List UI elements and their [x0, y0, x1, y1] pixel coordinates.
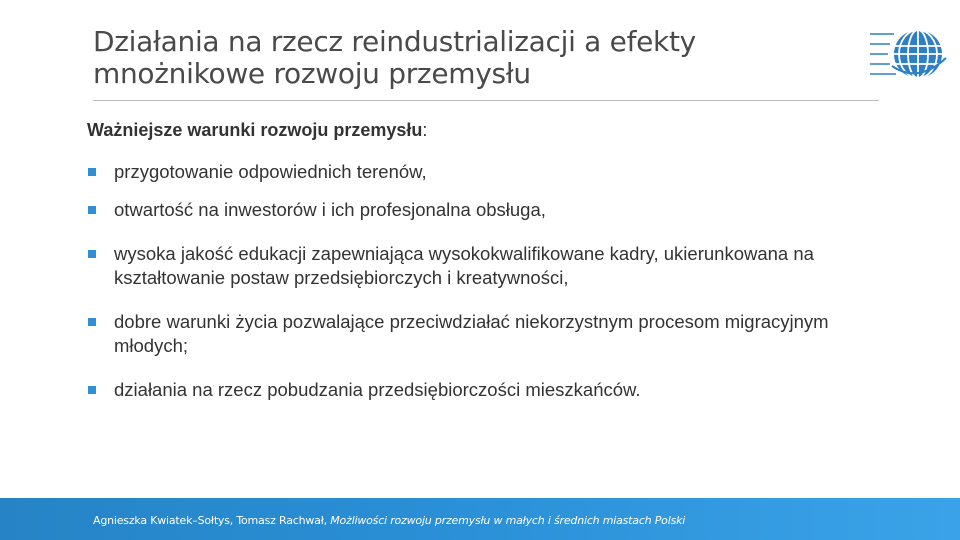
square-bullet-icon	[88, 318, 96, 326]
subheading-colon: :	[422, 120, 428, 140]
footer-citation	[93, 514, 685, 527]
bullet-text: wysoka jakość edukacji zapewniająca wysokokwalifikowane kadry, ukierunkowana na kształtowanie postaw przedsiębiorczych i kreatywności,	[114, 243, 814, 288]
subheading-bold: Ważniejsze warunki rozwoju przemysłu	[87, 120, 423, 140]
list-item	[87, 198, 877, 222]
footer-work-title: Możliwości rozwoju przemysłu w małych i średnich miastach Polski	[330, 514, 686, 527]
slide-title-line-1: Działania na rzecz reindustrializacji a efekty	[93, 25, 696, 58]
square-bullet-icon	[88, 168, 96, 176]
bullet-text: przygotowanie odpowiednich terenów,	[114, 161, 427, 182]
subheading	[87, 120, 427, 141]
title-divider	[93, 100, 879, 101]
footer-bar	[0, 498, 960, 540]
square-bullet-icon	[88, 250, 96, 258]
list-item	[87, 378, 877, 402]
bullet-text: dobre warunki życia pozwalające przeciwdziałać niekorzystnym procesom migracyjnym młodych;	[114, 311, 829, 356]
slide-title	[93, 26, 813, 90]
list-item	[87, 242, 877, 290]
list-item	[87, 160, 877, 184]
bullet-text: otwartość na inwestorów i ich profesjonalna obsługa,	[114, 199, 546, 220]
square-bullet-icon	[88, 386, 96, 394]
bullet-list	[87, 160, 877, 416]
list-item	[87, 310, 877, 358]
footer-authors: Agnieszka Kwiatek–Sołtys, Tomasz Rachwał,	[93, 514, 327, 527]
bullet-text: działania na rzecz pobudzania przedsiębiorczości mieszkańców.	[114, 379, 641, 400]
square-bullet-icon	[88, 206, 96, 214]
globe-logo-icon	[868, 24, 948, 86]
slide-title-line-2: mnożnikowe rozwoju przemysłu	[93, 57, 531, 90]
